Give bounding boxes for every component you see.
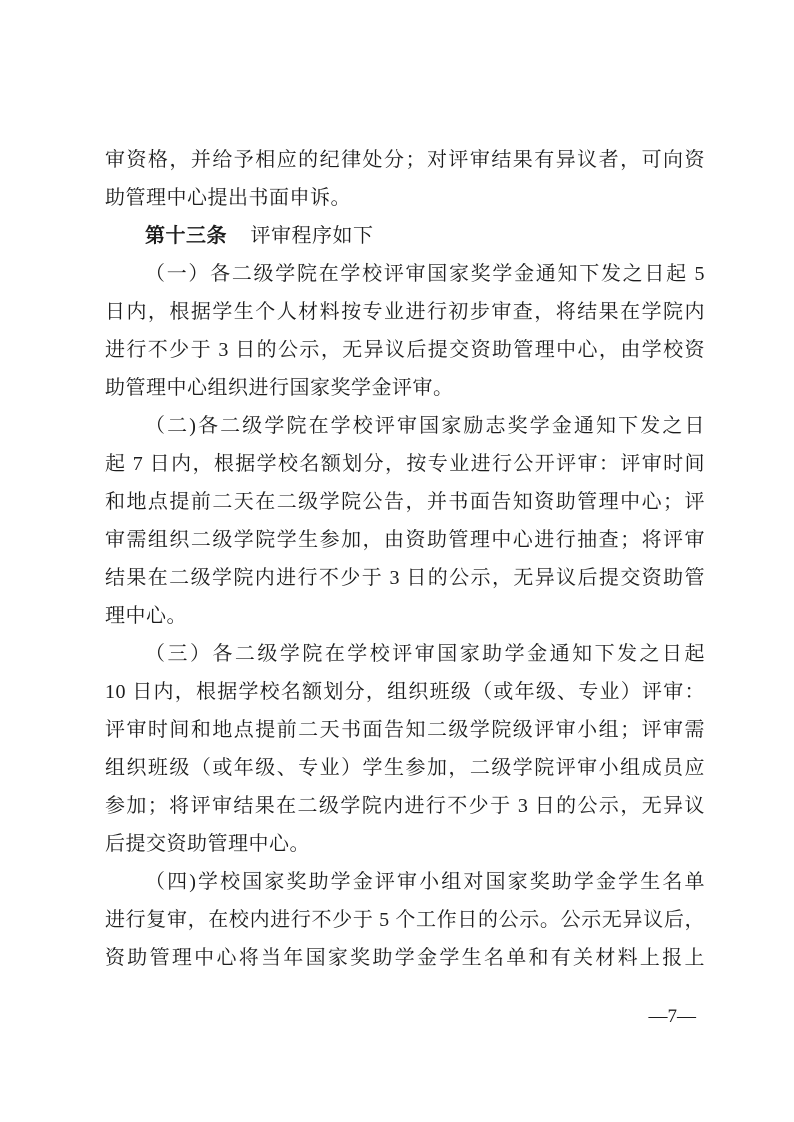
- section-heading: [105, 217, 705, 255]
- text-line: 资助管理中心将当年国家奖助学金学生名单和有关材料上报上: [105, 947, 705, 969]
- text-line: 和地点提前二天在二级学院公告，并书面告知资助管理中心；评: [105, 491, 705, 513]
- text-line: 评审时间和地点提前二天书面告知二级学院级评审小组；评审需: [105, 719, 705, 741]
- text-line: 进行复审，在校内进行不少于 5 个工作日的公示。公示无异议后，: [105, 909, 705, 931]
- text-line: （三）各二级学院在学校评审国家助学金通知下发之日起: [145, 643, 705, 665]
- document-body: [105, 141, 705, 977]
- text-line: 参加；将评审结果在二级学院内进行不少于 3 日的公示，无异议: [105, 795, 705, 817]
- text-line: （二)各二级学院在学校评审国家励志奖学金通知下发之日: [145, 415, 705, 437]
- page-footer: [0, 1002, 696, 1032]
- text-line: 日内，根据学生个人材料按专业进行初步审查，将结果在学院内: [105, 301, 705, 323]
- article-number: 第十三条: [145, 225, 227, 247]
- text-line: 审资格，并给予相应的纪律处分；对评审结果有异议者，可向资: [105, 149, 705, 171]
- page-number: —7—: [648, 1006, 696, 1027]
- text-line: 后提交资助管理中心。: [105, 833, 310, 855]
- text-line: （四)学校国家奖助学金评审小组对国家奖助学金学生名单: [145, 871, 705, 893]
- text-line: （一）各二级学院在学校评审国家奖学金通知下发之日起 5: [145, 263, 705, 285]
- text-line: 审需组织二级学院学生参加，由资助管理中心进行抽查；将评审: [105, 529, 705, 551]
- text-line: 结果在二级学院内进行不少于 3 日的公示，无异议后提交资助管: [105, 567, 705, 589]
- text-line: 起 7 日内，根据学校名额划分，按专业进行公开评审：评审时间: [105, 453, 705, 475]
- text-line: 助管理中心组织进行国家奖学金评审。: [105, 377, 454, 399]
- text-line: 助管理中心提出书面申诉。: [105, 187, 351, 209]
- article-title: 评审程序如下: [250, 225, 374, 247]
- text-line: 理中心。: [105, 605, 187, 627]
- text-line: 组织班级（或年级、专业）学生参加，二级学院评审小组成员应: [105, 757, 705, 779]
- text-line: 10 日内，根据学校名额划分，组织班级（或年级、专业）评审：: [105, 681, 705, 703]
- text-line: 进行不少于 3 日的公示，无异议后提交资助管理中心，由学校资: [105, 339, 705, 361]
